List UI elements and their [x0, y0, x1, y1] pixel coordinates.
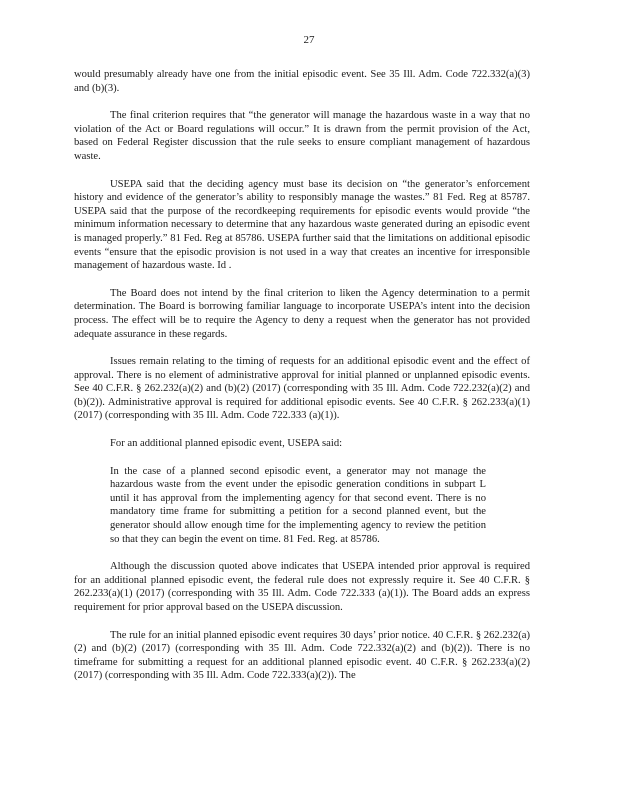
block-quote [110, 465, 486, 547]
quote-lead-in: For an additional planned episodic event, USEPA said: [110, 438, 343, 450]
document-body [74, 68, 530, 697]
paragraph-7: The rule for an initial planned episodic event requires 30 days’ prior notice. 40 C.F.R. § 262.232(a)(2) and (b)(2) (2017) (corresponding with 35 Ill. Adm. Code 722.332(a)(2) and (b)(2)). There is no timeframe for submitting a request for an additional planned episodic event. 40 C.F.R. § 262.233(a)(2) (2017) (corresponding with 35 Ill. Adm. Code 722.333(a)(2)). The [74, 629, 530, 682]
paragraph-6: Although the discussion quoted above indicates that USEPA intended prior approval is required for an additional planned episodic event, the federal rule does not expressly require it. See 40 C.F.R. § 262.233(a)(1) (2017) (corresponding with 35 Ill. Adm. Code 722.333 (a)(1)). The Board adds an express requirement for prior approval based on the USEPA discussion. [74, 561, 530, 613]
block-quote-text: In the case of a planned second episodic event, a generator may not manage the hazardous waste from the event under the episodic generation conditions in subpart L until it has approval from the implementing agency for that second event. There is no mandatory time frame for submitting a petition for a second planned event, but the generator should allow enough time for the implementing agency to review the petition so that they can begin the event on time. 81 Fed. Reg. at 85786. [110, 465, 486, 545]
paragraph-5: Issues remain relating to the timing of requests for an additional episodic event and the effect of approval. There is no element of administrative approval for initial planned or unplanned episodic events. See 40 C.F.R. § 262.232(a)(2) and (b)(2) (2017) (corresponding with 35 Ill. Adm. Code 722.232(a)(2) and (b)(2)). Administrative approval is required for additional episodic events. See 40 C.F.R. § 262.233(a)(1) (2017) (corresponding with 35 Ill. Adm. Code 722.333 (a)(1)). [74, 356, 530, 422]
paragraph-3: USEPA said that the deciding agency must base its decision on “the generator’s enforcement history and evidence of the generator’s ability to responsibly manage the wastes.” 81 Fed. Reg at 85787. USEPA said that the purpose of the recordkeeping requirements for episodic events would provide “the minimum information necessary to determine that any hazardous waste generated during an episodic event is managed properly.” 81 Fed. Reg at 85786. USEPA further said that the limitations on additional episodic events “ensure that the episodic provision is not used in a way that creates an incentive for irresponsible management of hazardous waste. Id . [74, 178, 530, 272]
paragraph-1: would presumably already have one from the initial episodic event. See 35 Ill. Adm. Code 722.332(a)(3) and (b)(3). [74, 69, 530, 94]
page-number: 27 [303, 34, 315, 46]
paragraph-2: The final criterion requires that “the generator will manage the hazardous waste in a way that no violation of the Act or Board regulations will occur.” It is drawn from the permit provision of the Act, based on Federal Register discussion that the rule seeks to ensure compliant management of hazardous waste. [74, 110, 530, 162]
paragraph-4: The Board does not intend by the final criterion to liken the Agency determination to a permit determination. The Board is borrowing familiar language to incorporate USEPA’s intent into the decision process. The effect will be to require the Agency to deny a request when the generator has not provided adequate assurance in these regards. [74, 287, 530, 340]
